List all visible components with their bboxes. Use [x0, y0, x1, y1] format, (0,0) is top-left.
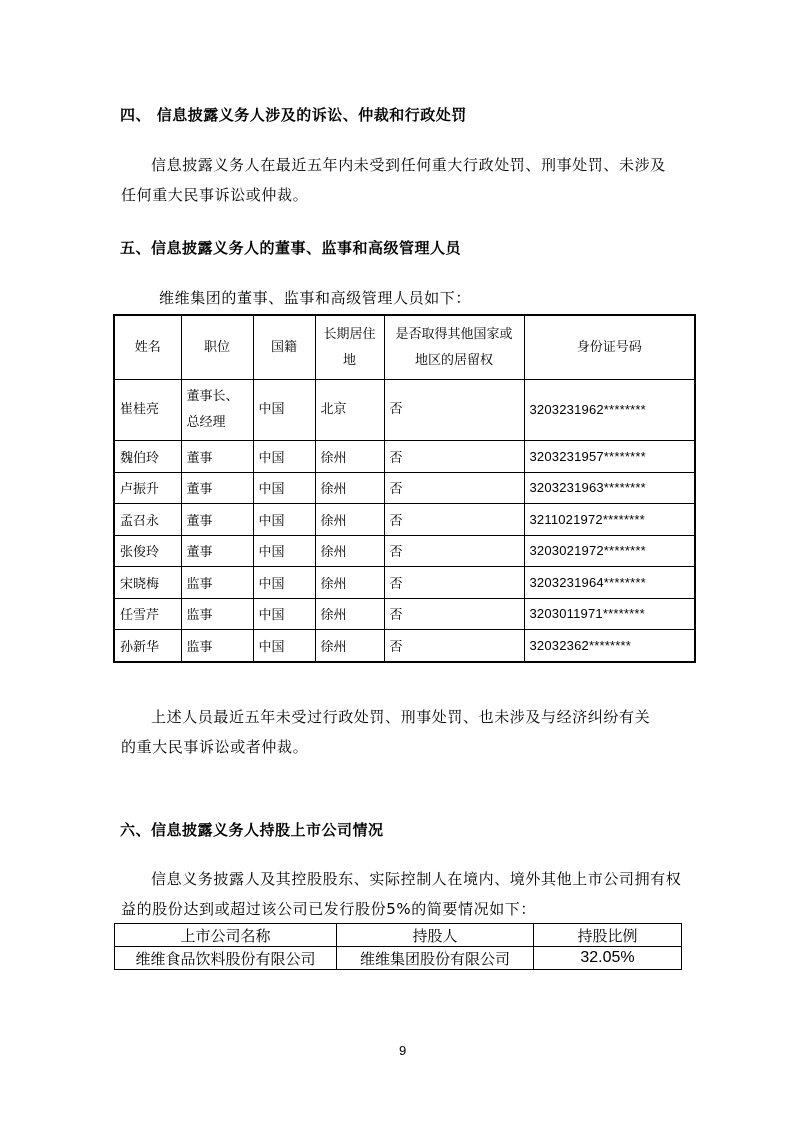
- cell-name: 孙新华: [114, 630, 181, 662]
- header-company: 上市公司名称: [115, 924, 337, 947]
- table-row: [114, 441, 695, 473]
- cell-residence: 徐州: [315, 504, 384, 536]
- header-name: 姓名: [114, 315, 181, 380]
- cell-nationality: 中国: [253, 630, 315, 662]
- section-5-after-line-2: 的重大民事诉讼或者仲裁。: [121, 738, 309, 756]
- header-holder: 持股人: [337, 924, 534, 947]
- header-residence: [315, 315, 384, 380]
- cell-name: 宋晓梅: [114, 567, 181, 599]
- cell-residence: 徐州: [315, 441, 384, 473]
- cell-name: 孟召永: [114, 504, 181, 536]
- cell-position: 董事: [181, 504, 253, 536]
- cell-id: 3203231962********: [524, 380, 695, 441]
- cell-abroad: 否: [384, 535, 524, 567]
- section-5-heading: 五、信息披露义务人的董事、监事和高级管理人员: [120, 239, 462, 257]
- header-nationality: 国籍: [253, 315, 315, 380]
- cell-residence: 徐州: [315, 535, 384, 567]
- cell-name: 卢振升: [114, 472, 181, 504]
- section-5-after-line-1: 上述人员最近五年未受过行政处罚、刑事处罚、也未涉及与经济纠纷有关: [151, 708, 651, 726]
- cell-nationality: 中国: [253, 504, 315, 536]
- cell-name: 魏伯玲: [114, 441, 181, 473]
- cell-abroad: 否: [384, 598, 524, 630]
- cell-nationality: 中国: [253, 535, 315, 567]
- section-6-paragraph-line-2: 益的股份达到或超过该公司已发行股份5%的简要情况如下：: [121, 900, 536, 918]
- cell-position: 监事: [181, 630, 253, 662]
- table-row: [114, 472, 695, 504]
- section-6-heading: 六、信息披露义务人持股上市公司情况: [120, 821, 384, 839]
- table-row: [114, 598, 695, 630]
- cell-id: 32032362********: [524, 630, 695, 662]
- cell-abroad: 否: [384, 567, 524, 599]
- table-row: [114, 630, 695, 662]
- section-4-paragraph: [121, 150, 721, 210]
- cell-abroad: 否: [384, 441, 524, 473]
- cell-name: 任雪芹: [114, 598, 181, 630]
- cell-name: 崔桂亮: [114, 380, 181, 441]
- header-residence-line-1: 长期居住: [323, 326, 376, 342]
- header-abroad-line-2: 地区的居留权: [414, 352, 493, 368]
- header-abroad-line-1: 是否取得其他国家或: [395, 326, 513, 342]
- cell-abroad: 否: [384, 504, 524, 536]
- header-abroad-residency: [384, 315, 524, 380]
- cell-residence: 北京: [315, 380, 384, 441]
- page-number: 9: [399, 1043, 407, 1058]
- cell-position: 董事: [181, 472, 253, 504]
- section-4-heading: 四、 信息披露义务人涉及的诉讼、仲裁和行政处罚: [120, 106, 467, 124]
- header-position: 职位: [181, 315, 253, 380]
- header-residence-line-2: 地: [342, 352, 356, 368]
- section-4-paragraph-line-1: 信息披露义务人在最近五年内未受到任何重大行政处罚、刑事处罚、未涉及: [151, 156, 666, 174]
- section-5-intro: 维维集团的董事、监事和高级管理人员如下：: [159, 289, 472, 307]
- cell-id: 3203011971********: [524, 598, 695, 630]
- section-4-paragraph-line-2: 任何重大民事诉讼或仲裁。: [121, 186, 309, 204]
- cell-residence: 徐州: [315, 598, 384, 630]
- table-row: [114, 535, 695, 567]
- section-6-paragraph: [121, 864, 721, 924]
- cell-id: 3203231963********: [524, 472, 695, 504]
- cell-position-line-1: 董事长、: [186, 389, 239, 404]
- cell-id: 3203021972********: [524, 535, 695, 567]
- cell-position: 监事: [181, 598, 253, 630]
- cell-abroad: 否: [384, 380, 524, 441]
- cell-ratio: 32.05%: [534, 947, 682, 970]
- directors-table-header-row: [114, 315, 695, 380]
- section-6-paragraph-line-1: 信息义务披露人及其控股股东、实际控制人在境内、境外其他上市公司拥有权: [151, 870, 682, 888]
- table-row: [114, 380, 695, 441]
- cell-id: 3211021972********: [524, 504, 695, 536]
- cell-position: 监事: [181, 567, 253, 599]
- cell-holder: 维维集团股份有限公司: [337, 947, 534, 970]
- cell-id: 3203231957********: [524, 441, 695, 473]
- table-row: [114, 504, 695, 536]
- cell-abroad: 否: [384, 472, 524, 504]
- cell-residence: 徐州: [315, 472, 384, 504]
- header-ratio: 持股比例: [534, 924, 682, 947]
- cell-nationality: 中国: [253, 598, 315, 630]
- cell-name: 张俊玲: [114, 535, 181, 567]
- header-id-number: 身份证号码: [524, 315, 695, 380]
- table-row: [114, 567, 695, 599]
- table-row: [115, 947, 682, 970]
- cell-nationality: 中国: [253, 441, 315, 473]
- cell-id: 3203231964********: [524, 567, 695, 599]
- cell-company: 维维食品饮料股份有限公司: [115, 947, 337, 970]
- section-5-after-paragraph: [121, 702, 721, 762]
- cell-position-line-2: 总经理: [186, 415, 226, 430]
- cell-position: [181, 380, 253, 441]
- cell-abroad: 否: [384, 630, 524, 662]
- holdings-header-row: [115, 924, 682, 947]
- cell-nationality: 中国: [253, 567, 315, 599]
- cell-position: 董事: [181, 441, 253, 473]
- directors-table: [113, 314, 696, 663]
- holdings-table: [114, 923, 682, 970]
- cell-nationality: 中国: [253, 380, 315, 441]
- cell-nationality: 中国: [253, 472, 315, 504]
- cell-position: 董事: [181, 535, 253, 567]
- cell-residence: 徐州: [315, 630, 384, 662]
- cell-residence: 徐州: [315, 567, 384, 599]
